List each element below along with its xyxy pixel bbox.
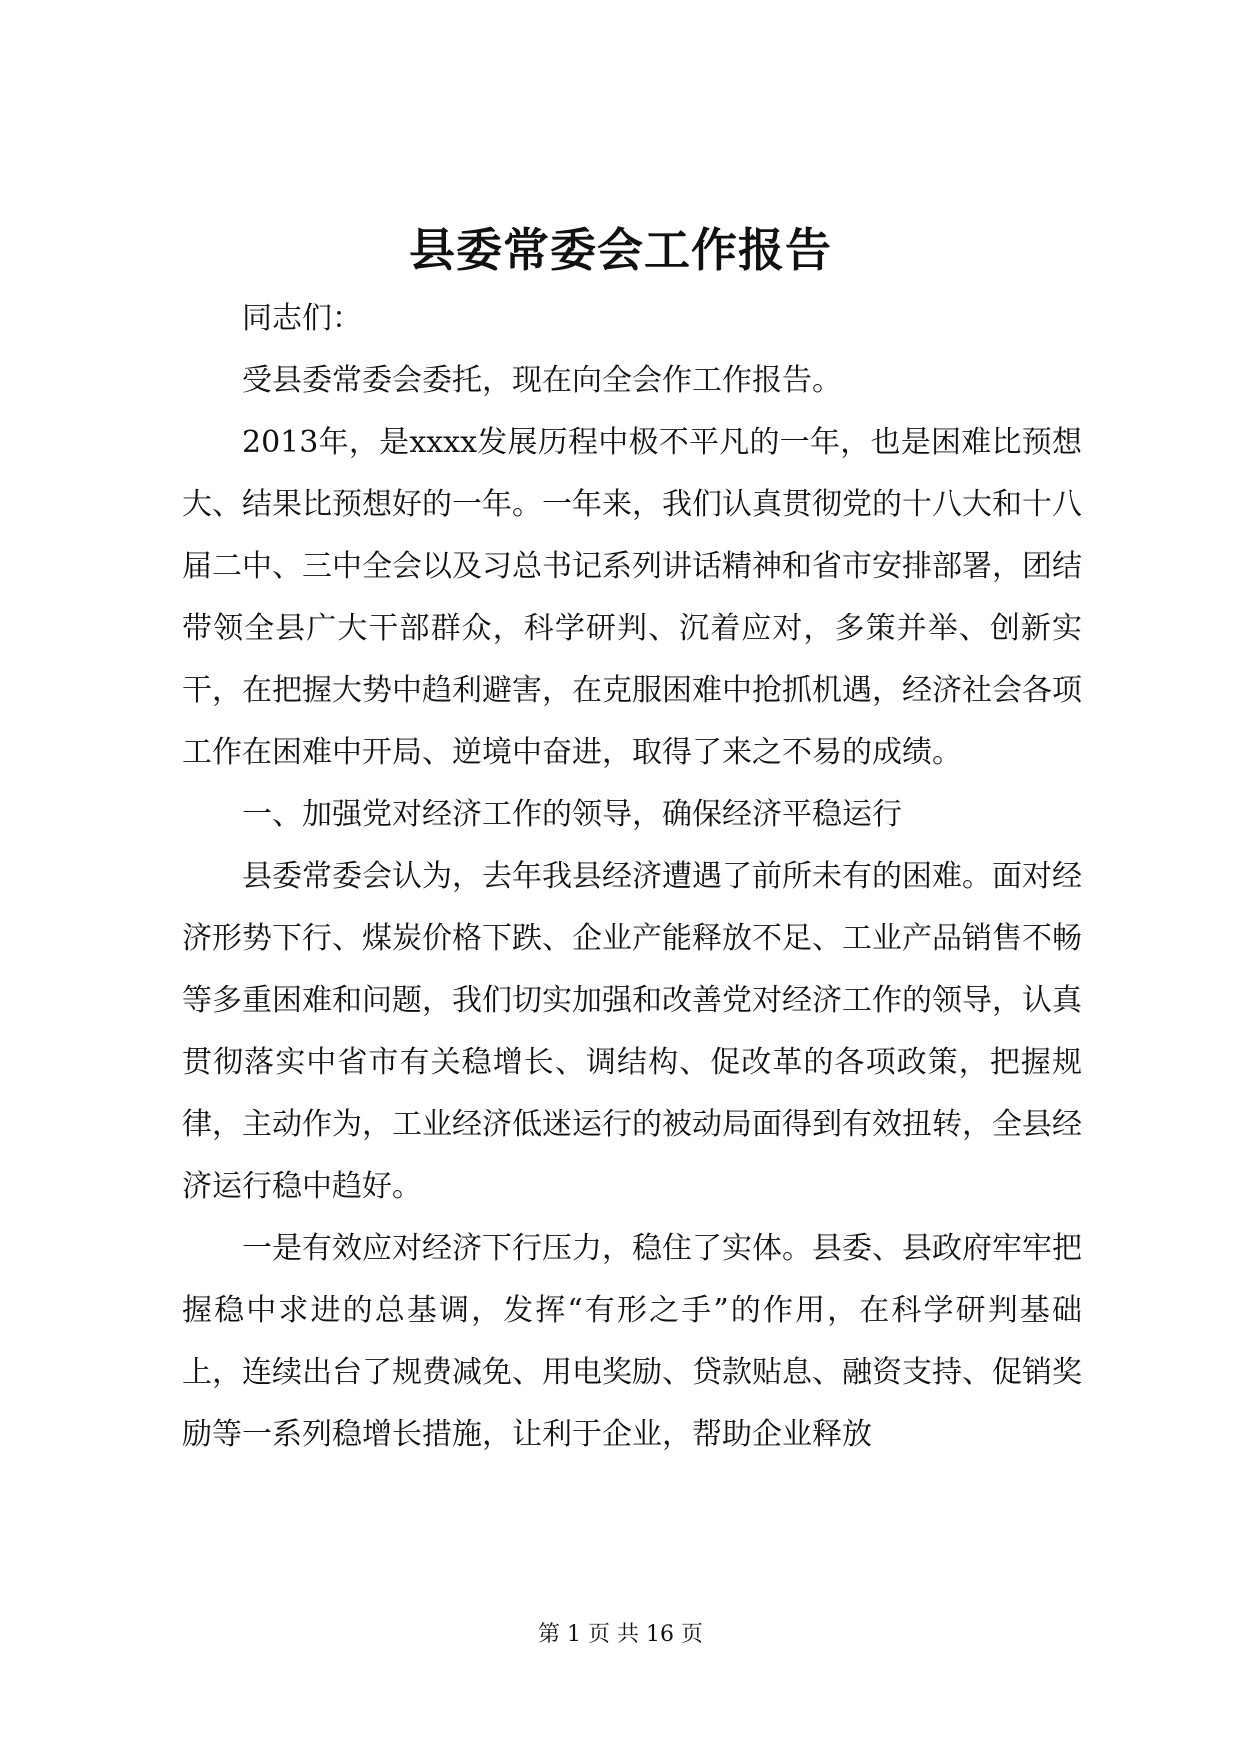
section-heading: 一、加强党对经济工作的领导，确保经济平稳运行 (242, 797, 902, 832)
document-title: 县委常委会工作报告 (409, 223, 832, 277)
salutation: 同志们： (242, 301, 362, 336)
paragraph: 2013年，是xxxx发展历程中极不平凡的一年，也是困难比预想大、结果比预想好的一年。一年来，我们认真贯彻党的十八大和十八届二中、三中全会以及习总书记系列讲话精神和省市安排部署，团结带领全县广大干部群众，科学研判、沉着应对，多策并举、创新实干，在把握大势中趋利避害，在克服困难中抢抓机遇，经济社会各项工作在困难中开局、逆境中奋进，取得了来之不易的成绩。 (182, 425, 1082, 770)
paragraph: 受县委常委会委托，现在向全会作工作报告。 (242, 363, 842, 398)
page-number-footer: 第 1 页 共 16 页 (538, 1622, 703, 1647)
document-body (182, 288, 1082, 1466)
paragraph: 一是有效应对经济下行压力，稳住了实体。县委、县政府牢牢把握稳中求进的总基调，发挥“有形之手”的作用，在科学研判基础上，连续出台了规费减免、用电奖励、贷款贴息、融资支持、促销奖励等一系列稳增长措施，让利于企业，帮助企业释放 (182, 1231, 1082, 1452)
paragraph: 县委常委会认为，去年我县经济遭遇了前所未有的困难。面对经济形势下行、煤炭价格下跌、企业产能释放不足、工业产品销售不畅等多重困难和问题，我们切实加强和改善党对经济工作的领导，认真贯彻落实中省市有关稳增长、调结构、促改革的各项政策，把握规律，主动作为，工业经济低迷运行的被动局面得到有效扭转，全县经济运行稳中趋好。 (182, 859, 1082, 1204)
